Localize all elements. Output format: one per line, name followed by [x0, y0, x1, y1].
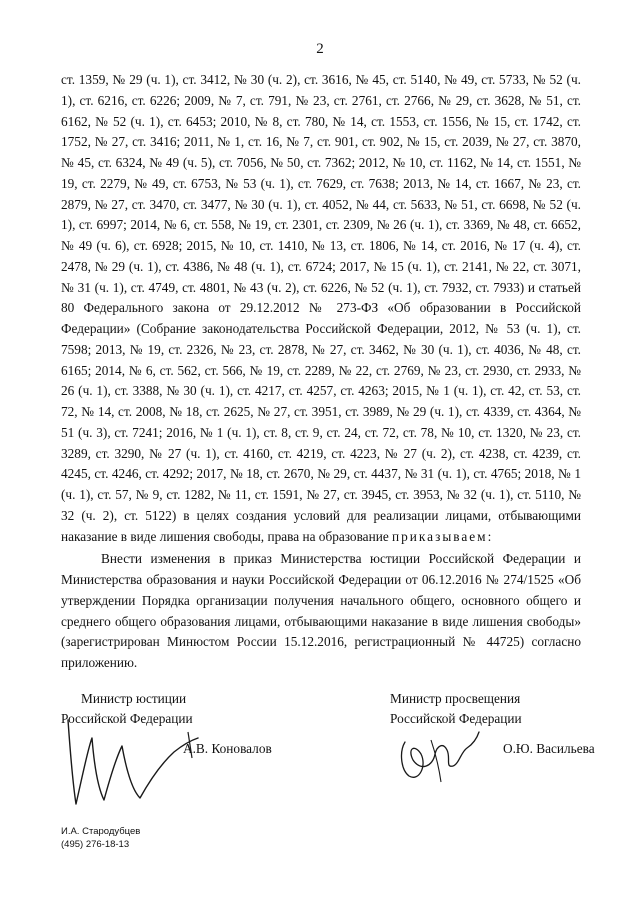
executor-phone: (495) 276-18-13: [61, 839, 130, 850]
order-word: приказываем: [392, 528, 488, 544]
signature-right-title-line2: Российской Федерации: [390, 711, 522, 726]
page-number: 2: [316, 41, 324, 57]
paragraph-legal-basis: [61, 70, 581, 547]
handwritten-signature-right: [393, 722, 483, 792]
legal-basis-text: ст. 1359, № 29 (ч. 1), ст. 3412, № 30 (ч. 2), ст. 3616, № 45, ст. 5140, № 49, ст. 5733, № 52 (ч. 1), ст. 6216, ст. 6226; 2009, № 7, ст. 791, № 23, ст. 2761, ст. 2766, № 29, ст. 3628, № 51, ст. 6162, № 52 (ч. 1), ст. 6453; 2010, № 8, ст. 780, № 14, ст. 1553, ст. 1556, № 15, ст. 1742, ст. 1752, № 27, ст. 3416; 2011, № 1, ст. 16, № 7, ст. 901, ст. 902, № 15, ст. 2039, № 27, ст. 3870, № 45, ст. 6324, № 49 (ч. 5), ст. 7056, № 50, ст. 7362; 2012, № 10, ст. 1162, № 14, ст. 1551, № 19, ст. 2279, № 49, ст. 6753, № 53 (ч. 1), ст. 7629, ст. 7638; 2013, № 14, ст. 1667, № 23, ст. 2879, № 27, ст. 3470, ст. 3477, № 30 (ч. 1), ст. 4052, № 44, ст. 5633, № 51, ст. 6698, № 52 (ч. 1), ст. 6997; 2014, № 6, ст. 558, № 19, ст. 2301, ст. 2309, № 26 (ч. 1), ст. 3369, № 48, ст. 6652, № 49 (ч. 6), ст. 6928; 2015, № 10, ст. 1410, № 13, ст. 1806, № 14, ст. 2016, № 17 (ч. 4), ст. 2478, № 29 (ч. 1), ст. 4386, № 48 (ч. 1), ст. 6724; 2017, № 15 (ч. 1), ст. 2141, № 22, ст. 3071, № 31 (ч. 1), ст. 4749, ст. 4801, № 43 (ч. 2), ст. 6226, № 52 (ч. 1), ст. 7932, ст. 7933) и статьей 80 Федерального закона от 29.12.2012 № 273-ФЗ «Об образовании в Российской Федерации» (Собрание законодательства Российской Федерации, 2012, № 53 (ч. 1), ст. 7598; 2013, № 19, ст. 2326, № 23, ст. 2878, № 27, ст. 3462, № 30 (ч. 1), ст. 4036, № 48, ст. 6165; 2014, № 6, ст. 562, ст. 566, № 19, ст. 2289, № 22, ст. 2769, № 23, ст. 2930, ст. 2933, № 26 (ч. 1), ст. 3388, № 30 (ч. 1), ст. 4217, ст. 4257, ст. 4263; 2015, № 1 (ч. 1), ст. 42, ст. 53, ст. 72, № 14, ст. 2008, № 18, ст. 2625, № 27, ст. 3951, ст. 3989, № 29 (ч. 1), ст. 4339, ст. 4364, № 51 (ч. 3), ст. 7241; 2016, № 1 (ч. 1), ст. 8, ст. 9, ст. 24, ст. 72, ст. 78, № 10, ст. 1320, № 23, ст. 3289, ст. 3290, № 27 (ч. 1), ст. 4160, ст. 4219, ст. 4223, № 27 (ч. 2), ст. 4238, ст. 4239, ст. 4245, ст. 4246, ст. 4292; 2017, № 18, ст. 2670, № 29, ст. 4437, № 31 (ч. 1), ст. 4765; 2018, № 1 (ч. 1), ст. 57, № 9, ст. 1282, № 11, ст. 1591, № 27, ст. 3945, ст. 3953, № 32 (ч. 1), ст. 5110, № 32 (ч. 2), ст. 5122) в целях создания условий для реализации лицами, отбывающими наказание в виде лишения свободы, права на образование: [61, 72, 581, 544]
signature-right-title-line1: Министр просвещения: [390, 691, 521, 706]
signature-left-title-line2: Российской Федерации: [61, 711, 193, 726]
signature-left-name: А.В. Коновалов: [183, 741, 272, 756]
order-colon: :: [487, 528, 492, 544]
handwritten-signature-left: [58, 708, 208, 818]
signature-right-name: О.Ю. Васильева: [503, 741, 595, 756]
executor-name: И.А. Стародубцев: [61, 826, 141, 837]
footer-executor: [61, 825, 140, 851]
signature-left-title-line1: Министр юстиции: [81, 691, 187, 706]
document-body: [61, 70, 581, 674]
paragraph-order-content: Внести изменения в приказ Министерства юстиции Российской Федерации и Министерства образования и науки Российской Федерации от 06.12.2016 № 274/1525 «Об утверждении Порядка организации получения начального общего, основного общего и среднего общего образования лицами, отбывающими наказание в виде лишения свободы» (зарегистрирован Минюстом России 15.12.2016, регистрационный № 44725) согласно приложению.: [61, 551, 581, 670]
